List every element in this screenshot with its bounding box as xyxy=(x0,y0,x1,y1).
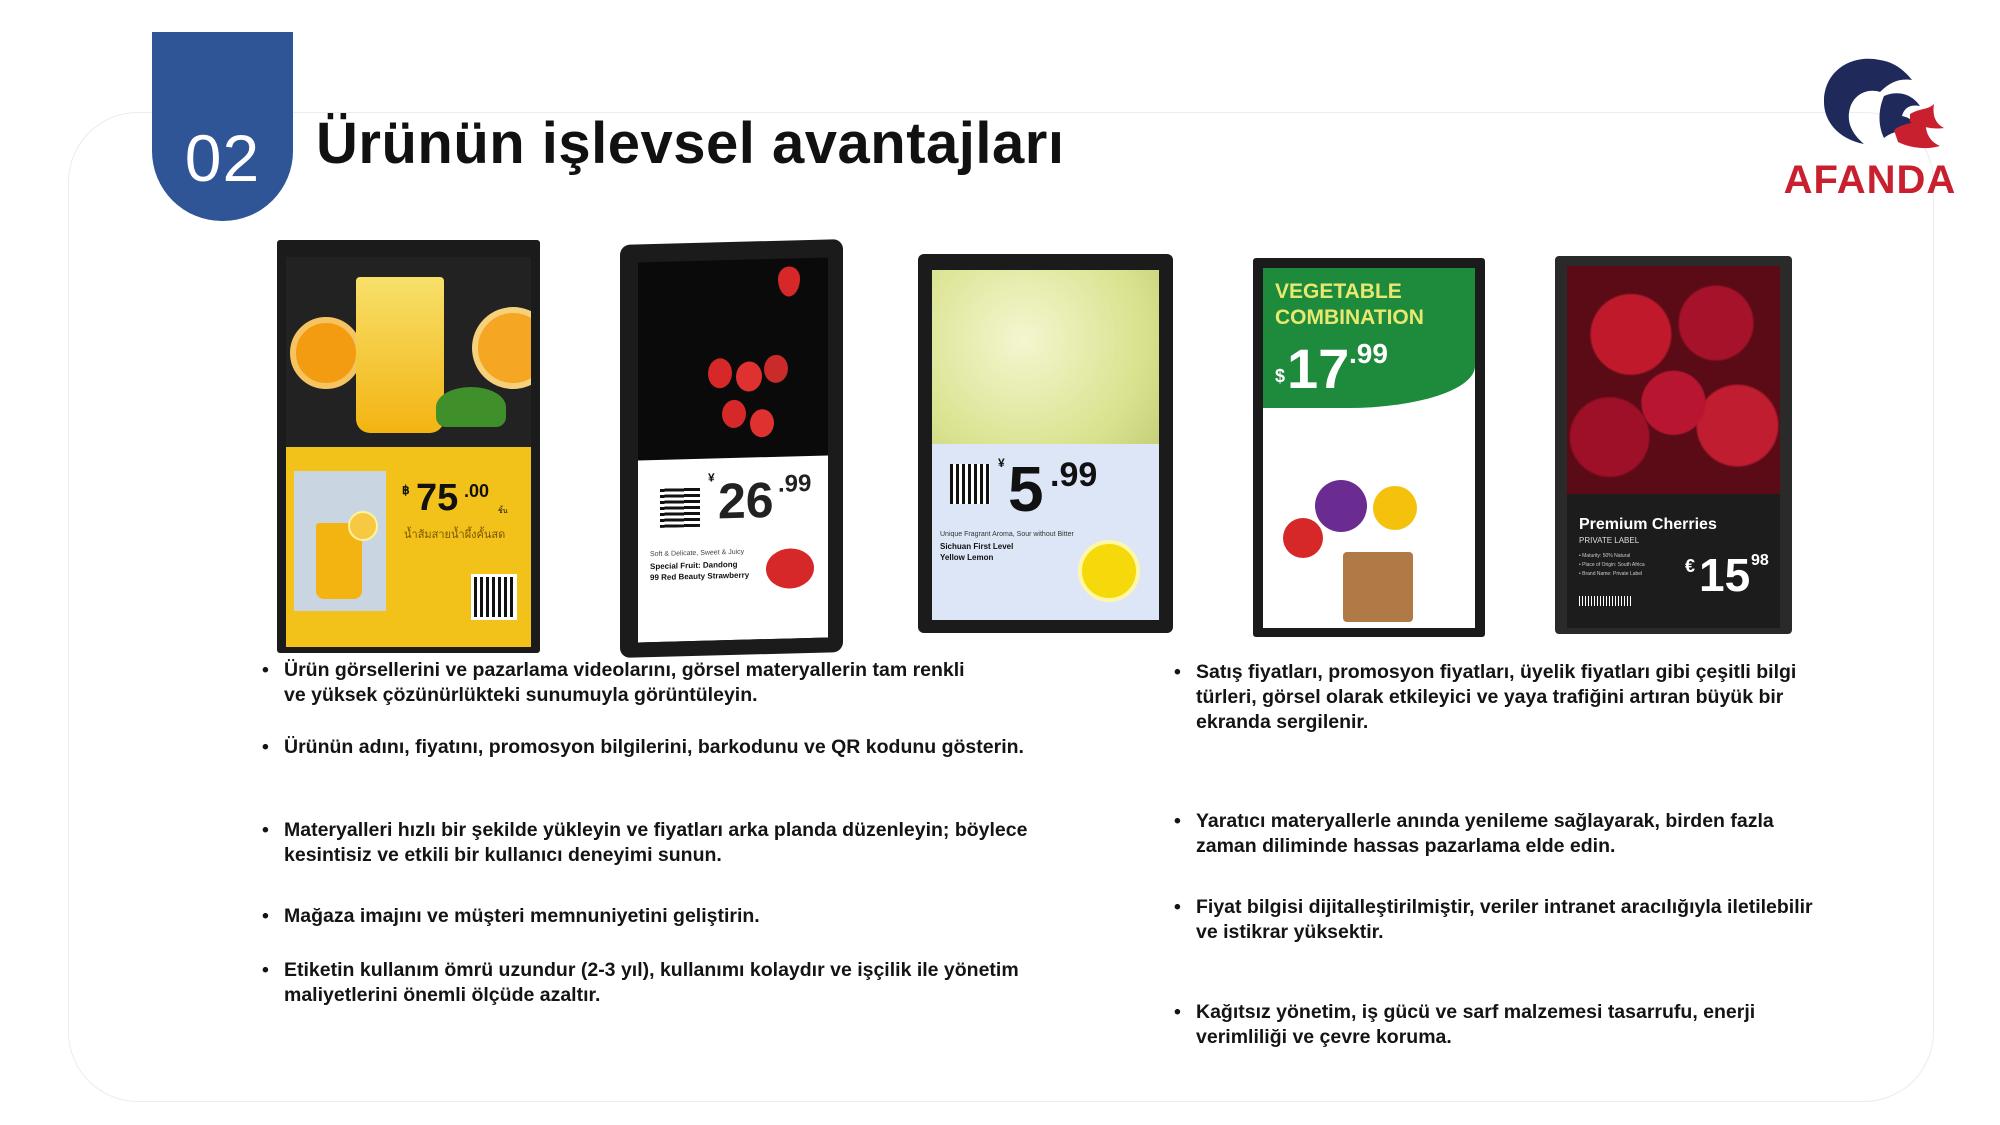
bullet-item: • Mağaza imajını ve müşteri memnuniyetini geliştirin. xyxy=(262,904,1044,929)
price-main: 15 xyxy=(1699,549,1751,601)
page-title: Ürünün işlevsel avantajları xyxy=(316,111,1065,176)
price-cents: .00 xyxy=(464,481,490,501)
price-main: 26 xyxy=(718,471,774,530)
price-cents: .99 xyxy=(1050,456,1098,494)
price-panel xyxy=(932,444,1159,620)
qr-code xyxy=(474,577,514,617)
price-panel xyxy=(638,455,828,642)
cherry-photo xyxy=(1567,266,1780,494)
juice-glass-photo xyxy=(294,471,386,611)
bullet-item: • Yaratıcı materyallerle anında yenileme sağlayarak, birden fazla zaman diliminde hassas pazarlama elde edin. xyxy=(1174,809,1796,859)
display-vegetables xyxy=(1253,258,1485,637)
product-label: PRIVATE LABEL xyxy=(1579,536,1640,545)
price-currency: ¥ xyxy=(998,456,1005,470)
product-detail-3: • Brand Name: Private Label xyxy=(1579,571,1643,577)
product-name-2: 99 Red Beauty Strawberry xyxy=(650,570,750,583)
juice-photo xyxy=(286,257,531,447)
price-cents: .99 xyxy=(1349,338,1388,369)
price-cents: 98 xyxy=(1751,552,1769,569)
display-cherries xyxy=(1555,256,1792,634)
product-tagline: Unique Fragrant Aroma, Sour without Bitter xyxy=(940,531,1074,538)
bullet-item: • Fiyat bilgisi dijitalleştirilmiştir, veriler intranet aracılığıyla iletilebilir ve istikrar yüksektir. xyxy=(1174,895,1816,945)
price-currency: ¥ xyxy=(708,470,715,485)
product-name-1: Sichuan First Level xyxy=(940,542,1014,551)
price-main: 17 xyxy=(1287,337,1350,400)
display-strawberry xyxy=(620,239,843,658)
product-detail-1: • Maturity: 50% Natural xyxy=(1579,553,1631,559)
barcode xyxy=(1579,596,1633,606)
bullet-item: • Kağıtsız yönetim, iş gücü ve sarf malzemesi tasarrufu, enerji verimliliği ve çevre koruma. xyxy=(1174,1000,1826,1050)
section-badge xyxy=(152,32,293,221)
logo-text: AFANDA xyxy=(1783,158,1957,202)
price-currency: $ xyxy=(1275,366,1286,386)
qr-code xyxy=(950,464,990,504)
price-main: 75 xyxy=(416,477,459,519)
display-orange-juice xyxy=(277,240,540,653)
bullet-item: • Ürün görsellerini ve pazarlama videolarını, görsel materyallerin tam renkli ve yüksek çözünürlükteki sunumuyla görüntüleyin. xyxy=(262,658,984,708)
lion-icon xyxy=(1780,52,1960,162)
display-lemon xyxy=(918,254,1173,633)
price-currency: ฿ xyxy=(402,483,410,497)
bullet-item: • Satış fiyatları, promosyon fiyatları, üyelik fiyatları gibi çeşitli bilgi türleri, görsel olarak etkileyici ve yaya trafiğini artıran büyük bir ekranda sergilenir. xyxy=(1174,660,1826,735)
product-name-2: Yellow Lemon xyxy=(940,553,994,562)
promo-title-1: VEGETABLE xyxy=(1275,280,1402,303)
price-unit: ชิ้น xyxy=(498,508,508,515)
product-name: Premium Cherries xyxy=(1579,516,1717,533)
price-cents: .99 xyxy=(778,469,812,498)
bullet-item: • Ürünün adını, fiyatını, promosyon bilgilerini, barkodunu ve QR kodunu gösterin. xyxy=(262,735,1084,760)
price-currency: € xyxy=(1685,556,1696,576)
product-name-1: Special Fruit: Dandong xyxy=(650,559,738,572)
product-detail-2: • Place of Origin: South Africa xyxy=(1579,562,1645,568)
bullet-item: • Etiketin kullanım ömrü uzundur (2-3 yıl), kullanımı kolaydır ve işçilik ile yönetim maliyetlerini önemli ölçüde azaltır. xyxy=(262,958,1094,1008)
promo-title-2: COMBINATION xyxy=(1275,306,1424,329)
product-subtitle: น้ำส้มสายน้ำผึ้งคั้นสด xyxy=(404,529,506,541)
bullet-item: • Materyalleri hızlı bir şekilde yükleyin ve fiyatları arka planda düzenleyin; böylece kesintisiz ve etkili bir kullanıcı deneyimi sunun. xyxy=(262,818,1044,868)
price-main: 5 xyxy=(1008,453,1044,525)
qr-code xyxy=(660,487,700,528)
afanda-logo xyxy=(1780,52,1960,200)
product-tagline: Soft & Delicate, Sweet & Juicy xyxy=(650,548,745,559)
section-number: 02 xyxy=(184,121,261,195)
